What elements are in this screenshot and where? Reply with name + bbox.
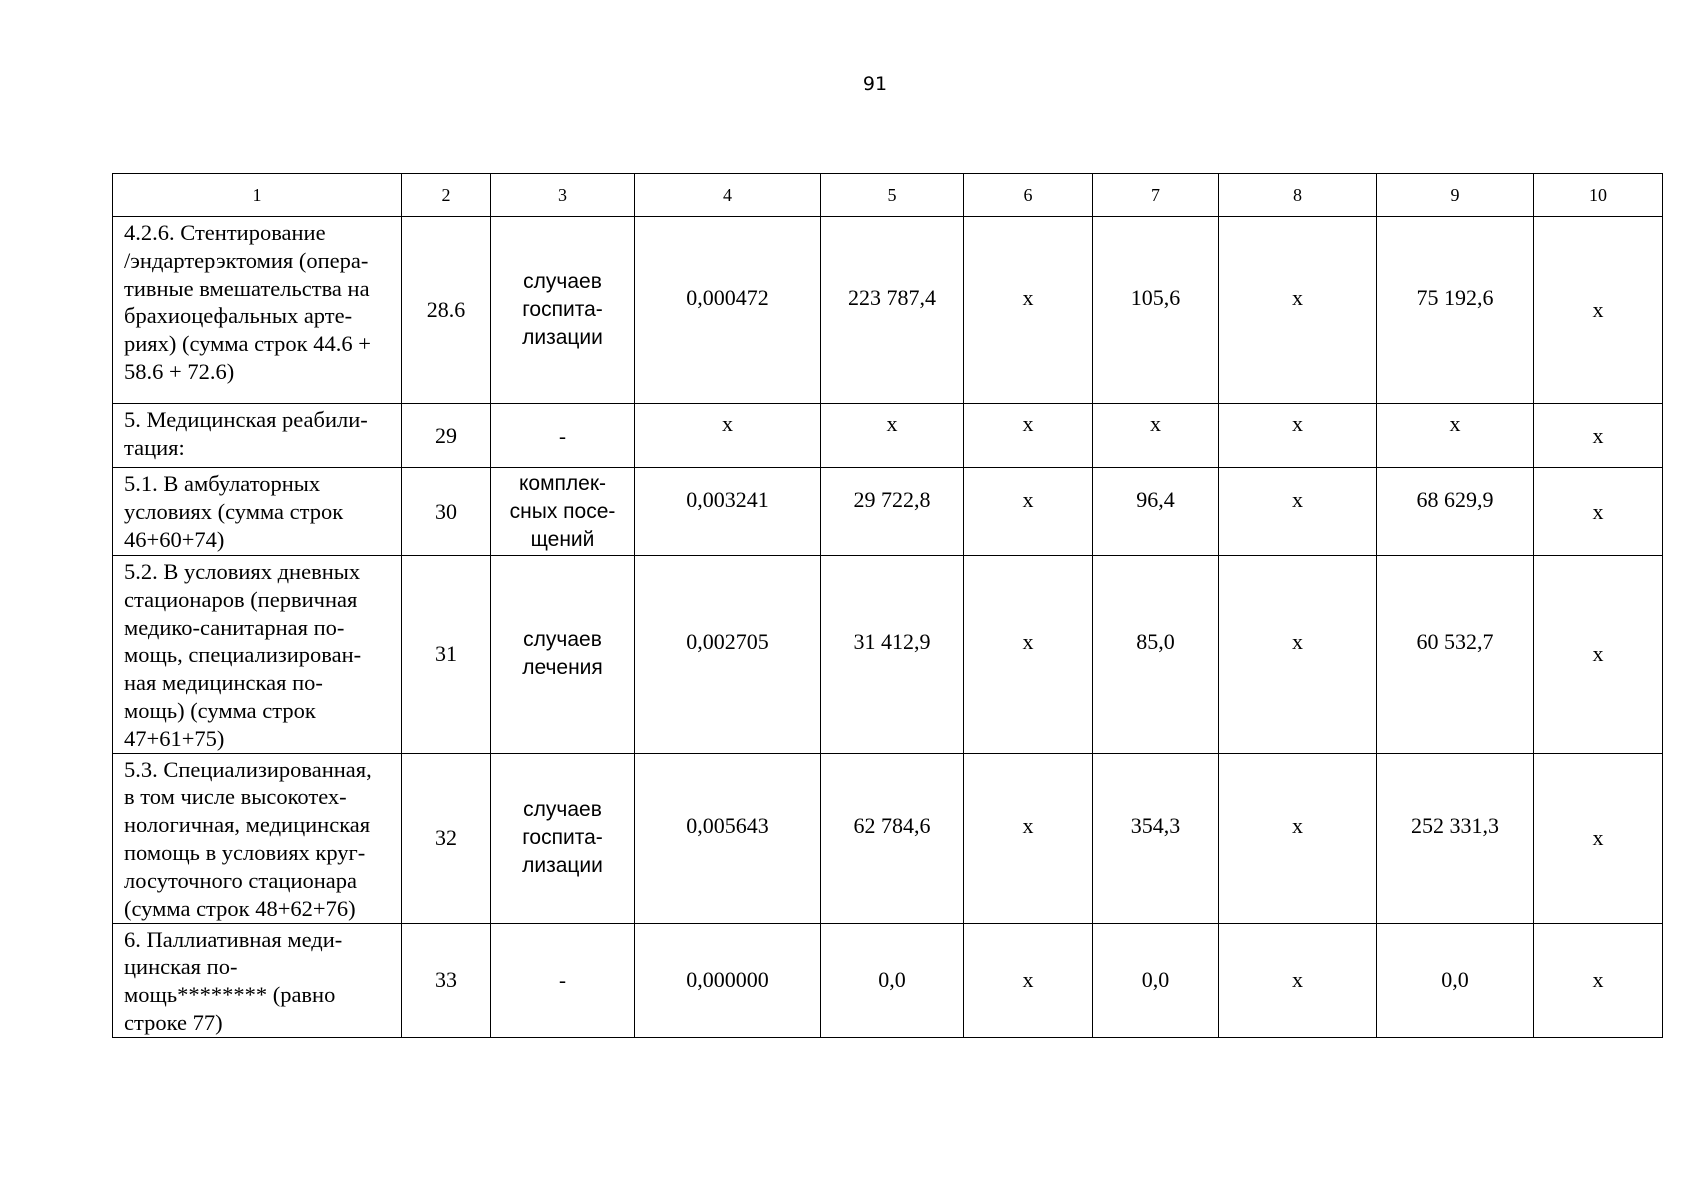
table-row [113,468,1663,556]
unit-line: сных посе- [509,499,616,523]
cell-value: х [722,410,733,436]
unit-line: лизации [522,854,603,878]
value-cell-col-8 [1219,404,1377,468]
value-cell-col-5 [821,468,964,556]
unit-line: госпита- [522,826,603,850]
description-line: мощь, специализирован- [124,642,362,668]
description-line: /эндартерэктомия (опера- [124,247,369,273]
cell-value: 29 722,8 [853,486,931,512]
description-line: ная медицинская по- [124,670,323,696]
value-cell-col-4 [635,556,821,754]
cell-value: х [1292,813,1303,839]
value-cell-col-4 [635,923,821,1037]
cell-value: 0,003241 [686,486,769,512]
value-cell-col-10 [1534,923,1663,1037]
description-line: условиях (сумма строк [124,498,344,524]
cell-value: х [1022,285,1034,310]
cell-value: 85,0 [1136,629,1175,655]
row-code: 28.6 [402,217,491,404]
description-line: брахиоцефальных арте- [124,303,353,329]
unit-of-measure [491,468,635,556]
cell-value: х [1022,967,1034,993]
cell-value: х [1022,410,1034,436]
page-number: 91 [862,73,888,95]
description-line: мощь******** (равно [124,982,336,1008]
value-cell-col-5 [821,556,964,754]
cell-value: 223 787,4 [848,285,936,310]
cell-value: 31 412,9 [853,629,931,655]
row-description [113,556,402,754]
value-cell-col-7 [1093,556,1219,754]
cell-value: х [1592,967,1604,993]
unit-line: лечения [522,656,603,680]
value-cell-col-4 [635,753,821,923]
column-number: 4 [635,174,821,217]
row-code: 32 [402,753,491,923]
cell-value: 62 784,6 [853,813,931,839]
unit-line: - [559,423,566,448]
cell-value: х [1292,967,1303,993]
cell-value: х [1592,422,1604,448]
cell-value: 0,005643 [686,813,769,839]
header-row [113,174,1663,217]
value-cell-col-9 [1377,404,1534,468]
unit-line: случаев [523,270,602,293]
cell-value: 0,000472 [686,285,769,310]
table-row [113,923,1663,1037]
cell-value: 0,0 [878,967,906,993]
row-code: 33 [402,923,491,1037]
description-line: риях) (сумма строк 44.6 + [124,331,371,357]
value-cell-col-6 [964,468,1093,556]
value-cell-col-10 [1534,556,1663,754]
value-cell-col-8 [1219,556,1377,754]
row-description [113,217,402,404]
cell-value: х [1592,297,1604,322]
cell-value: 75 192,6 [1416,285,1494,310]
unit-line: щений [530,527,595,551]
unit-line: - [559,968,566,993]
column-number: 8 [1219,174,1377,217]
cell-value: х [1292,486,1303,512]
unit-line: случаев [523,798,602,822]
unit-of-measure [491,556,635,754]
row-code: 31 [402,556,491,754]
value-cell-col-7 [1093,753,1219,923]
cell-value: х [1022,629,1034,655]
cell-value: х [1292,285,1303,310]
value-cell-col-6 [964,923,1093,1037]
table-row [113,404,1663,468]
value-cell-col-7 [1093,468,1219,556]
value-cell-col-4 [635,217,821,404]
cell-value: х [1592,825,1604,851]
description-line: 6. Паллиативная меди- [124,926,343,952]
value-cell-col-6 [964,404,1093,468]
table-row [113,556,1663,754]
description-line: 47+61+75) [124,725,225,751]
unit-line: случаев [523,628,602,652]
row-description [113,753,402,923]
description-line: стационаров (первичная [124,586,358,612]
description-line: 5.3. Специализированная, [124,756,372,782]
value-cell-col-10 [1534,753,1663,923]
unit-line: госпита- [522,298,603,321]
description-line: 58.6 + 72.6) [124,358,235,384]
value-cell-col-7 [1093,923,1219,1037]
value-cell-col-10 [1534,468,1663,556]
value-cell-col-7 [1093,404,1219,468]
cell-value: х [1292,629,1303,655]
cell-value: х [1022,486,1034,512]
description-line: в том числе высокотех- [124,784,347,810]
cell-value: 96,4 [1136,486,1175,512]
cell-value: х [1592,641,1604,667]
unit-of-measure [491,217,635,404]
value-cell-col-7 [1093,217,1219,404]
description-line: цинская по- [124,954,238,980]
value-cell-col-5 [821,923,964,1037]
value-cell-col-10 [1534,217,1663,404]
description-line: мощь) (сумма строк [124,697,316,723]
cell-value: 0,002705 [686,629,769,655]
value-cell-col-6 [964,217,1093,404]
description-line: нологичная, медицинская [124,812,371,838]
cell-value: х [1022,813,1034,839]
row-code: 29 [402,404,491,468]
value-cell-col-8 [1219,217,1377,404]
value-cell-col-8 [1219,753,1377,923]
cell-value: 354,3 [1130,813,1181,839]
column-number: 1 [113,174,402,217]
column-number: 2 [402,174,491,217]
value-cell-col-8 [1219,468,1377,556]
description-line: 5.2. В условиях дневных [124,559,361,584]
description-line: тация: [124,434,185,460]
description-line: 5. Медицинская реабили- [124,407,368,432]
value-cell-col-9 [1377,217,1534,404]
value-cell-col-4 [635,468,821,556]
value-cell-col-9 [1377,753,1534,923]
cell-value: 0,0 [1441,967,1469,993]
unit-of-measure [491,753,635,923]
cell-value: х [1150,410,1161,436]
description-line: 5.1. В амбулаторных [124,471,321,496]
unit-of-measure [491,404,635,468]
value-cell-col-5 [821,753,964,923]
cell-value: 60 532,7 [1416,629,1494,655]
cell-value: 0,0 [1141,967,1170,993]
value-cell-col-10 [1534,404,1663,468]
description-line: медико-санитарная по- [124,614,345,640]
table-row [113,753,1663,923]
description-line: лосуточного стационара [124,867,358,893]
unit-of-measure [491,923,635,1037]
column-number: 5 [821,174,964,217]
column-number: 10 [1534,174,1663,217]
value-cell-col-6 [964,556,1093,754]
description-line: 4.2.6. Стентирование [124,220,326,245]
unit-line: лизации [522,326,603,349]
description-line: тивные вмешательства на [124,275,370,301]
cell-value: 0,000000 [686,967,769,993]
row-description [113,404,402,468]
table-row [113,217,1663,404]
row-description [113,923,402,1037]
cell-value: х [1449,410,1461,436]
value-cell-col-9 [1377,923,1534,1037]
column-number: 3 [491,174,635,217]
row-description [113,468,402,556]
value-cell-col-5 [821,404,964,468]
column-number: 7 [1093,174,1219,217]
value-cell-col-5 [821,217,964,404]
value-cell-col-8 [1219,923,1377,1037]
column-number: 9 [1377,174,1534,217]
description-line: (сумма строк 48+62+76) [124,895,356,921]
description-line: помощь в условиях круг- [124,839,366,865]
value-cell-col-9 [1377,468,1534,556]
unit-line: комплек- [518,471,607,495]
data-table [112,173,1663,1038]
value-cell-col-6 [964,753,1093,923]
cell-value: х [1592,498,1604,524]
cell-value: х [886,410,898,436]
column-number: 6 [964,174,1093,217]
description-line: 46+60+74) [124,526,225,552]
cell-value: 252 331,3 [1411,813,1499,839]
cell-value: 105,6 [1130,285,1181,310]
description-line: строке 77) [124,1009,223,1035]
value-cell-col-4 [635,404,821,468]
value-cell-col-9 [1377,556,1534,754]
cell-value: х [1292,410,1303,436]
row-code: 30 [402,468,491,556]
cell-value: 68 629,9 [1416,486,1494,512]
